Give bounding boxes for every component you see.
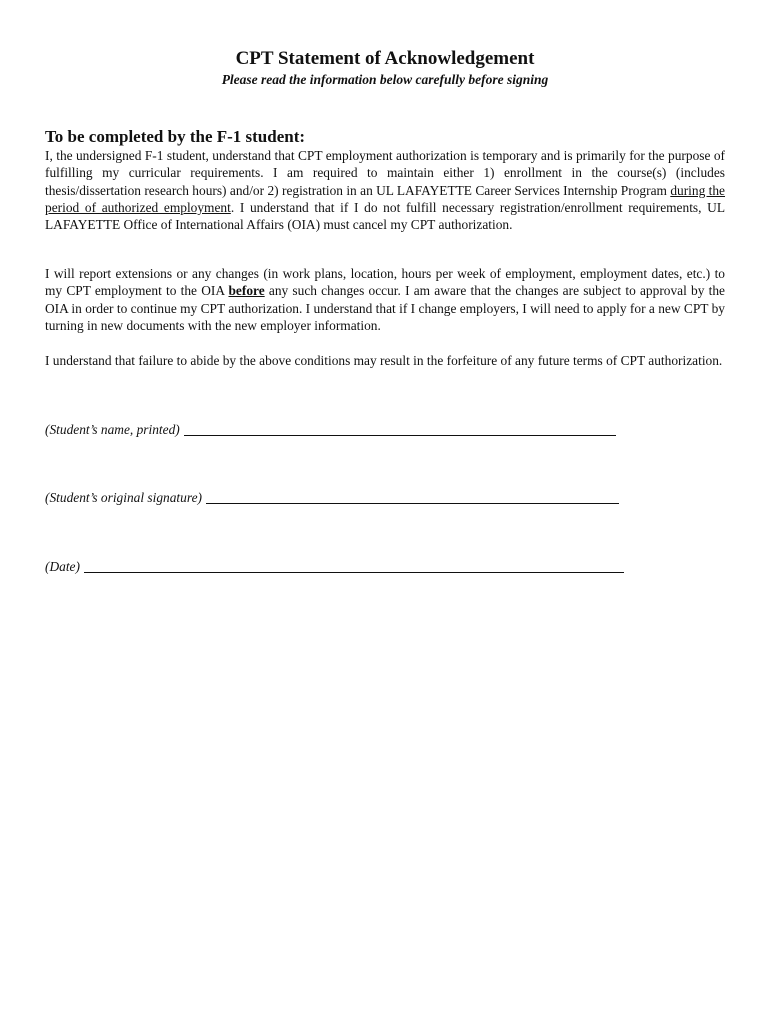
date-field [45,558,624,575]
paragraph1-underlined-text: during the period of authorized employment [45,182,726,215]
paragraph2-text-a: I will report extensions or any changes (in work plans, location, hours per week of employment, employment dates, etc.) to my CPT employment to the OIA [45,266,725,299]
student-name-field [45,421,616,438]
student-signature-label: (Student’s original signature) [45,490,202,505]
paragraph-reporting-changes [45,265,725,334]
paragraph-forfeiture: I understand that failure to abide by the above conditions may result in the forfeiture of any future terms of CPT authorization. [45,353,723,368]
student-name-label: (Student’s name, printed) [45,422,180,437]
document-title: CPT Statement of Acknowledgement [235,48,535,69]
student-signature-field [45,489,619,506]
date-line[interactable] [84,558,624,573]
paragraph2-emphasis: before [228,283,265,299]
paragraph2-text-b: any such changes occur. I am aware that the changes are subject to approval by the OIA in order to continue my CPT authorization. I understand that if I change employers, I will need to apply for a new CPT by turning in new documents with the new employer information. [45,283,726,333]
paragraph-enrollment-requirements [45,147,725,233]
paragraph1-text-a: I, the undersigned F-1 student, understand that CPT employment authorization is temporary and is primarily for the purpose of fulfilling my curricular requirements. I am required to maintain either 1) enrollment in the course(s) (includes thesis/dissertation research hours) and/or 2) registration in an UL LAFAYETTE Career Services Internship Program [45,148,725,198]
date-label: (Date) [45,559,80,574]
student-name-line[interactable] [184,421,616,436]
document-subtitle: Please read the information below carefully before signing [221,72,549,87]
section-heading: To be completed by the F-1 student: [45,127,306,146]
student-signature-line[interactable] [206,489,619,504]
paragraph1-text-b: . I understand that if I do not fulfill necessary registration/enrollment requirements, UL LAFAYETTE Office of International Affairs (OIA) must cancel my CPT authorization. [45,199,725,233]
